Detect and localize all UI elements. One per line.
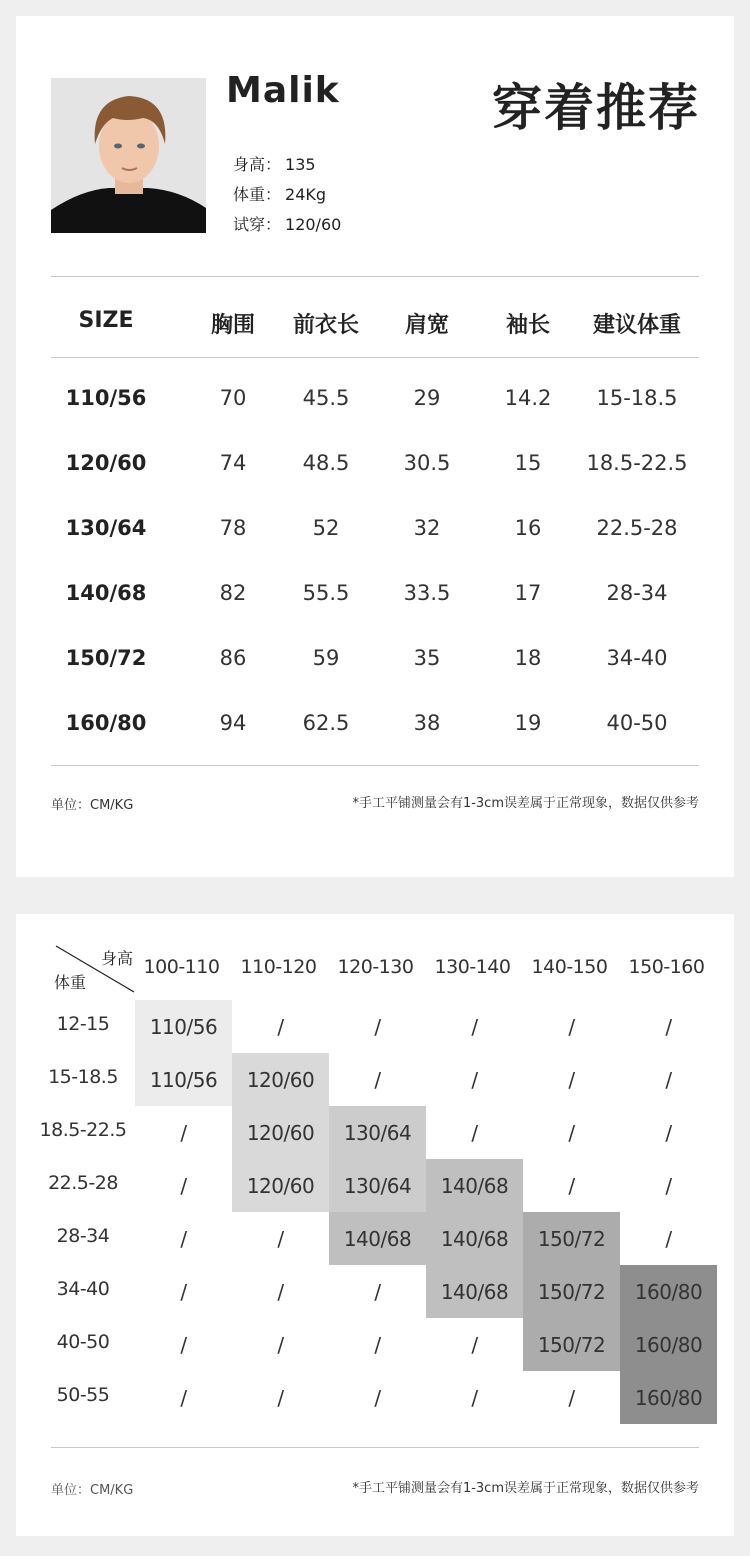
empty-cell: / xyxy=(665,1173,672,1198)
empty-cell: / xyxy=(277,1226,284,1251)
divider xyxy=(51,357,699,358)
table-cell: 70 xyxy=(219,386,247,410)
divider xyxy=(51,1447,699,1448)
recommended-size-cell: 150/72 xyxy=(523,1318,620,1371)
recommended-size-cell: 130/64 xyxy=(329,1159,426,1212)
table-cell: 86 xyxy=(219,646,247,670)
table-cell: 30.5 xyxy=(403,451,451,475)
corner-header xyxy=(54,944,136,994)
table-cell: 28-34 xyxy=(606,581,668,605)
empty-cell: / xyxy=(665,1067,672,1092)
fit-info xyxy=(233,212,341,235)
size-table-header: 袖长 xyxy=(505,313,551,338)
empty-cell: / xyxy=(471,1014,478,1039)
empty-cell: / xyxy=(471,1067,478,1092)
empty-cell: / xyxy=(471,1385,478,1410)
table-cell: 35 xyxy=(413,646,441,670)
recommended-size-cell: 140/68 xyxy=(426,1212,523,1265)
height-range-header: 140-150 xyxy=(531,956,608,978)
weight-label: 体重： xyxy=(233,185,282,204)
height-range-header: 150-160 xyxy=(628,956,705,978)
height-range-header: 120-130 xyxy=(337,956,414,978)
divider xyxy=(51,765,699,766)
size-table-header: 前衣长 xyxy=(292,313,360,338)
boy-portrait-icon xyxy=(51,78,206,233)
recommended-size-cell: 150/72 xyxy=(523,1265,620,1318)
empty-cell: / xyxy=(374,1385,381,1410)
recommended-size-cell: 140/68 xyxy=(426,1159,523,1212)
table-cell: 33.5 xyxy=(403,581,451,605)
fit-label: 试穿： xyxy=(233,215,282,234)
weight-range-header: 22.5-28 xyxy=(48,1172,118,1194)
empty-cell: / xyxy=(665,1014,672,1039)
height-label: 身高： xyxy=(233,155,282,174)
size-table-header: 胸围 xyxy=(210,313,256,338)
table-cell: 74 xyxy=(219,451,247,475)
empty-cell: / xyxy=(277,1014,284,1039)
recommended-size-cell: 130/64 xyxy=(329,1106,426,1159)
empty-cell: / xyxy=(471,1120,478,1145)
empty-cell: / xyxy=(568,1385,575,1410)
empty-cell: / xyxy=(277,1279,284,1304)
table-cell: 18.5-22.5 xyxy=(586,451,688,475)
empty-cell: / xyxy=(277,1385,284,1410)
empty-cell: / xyxy=(568,1173,575,1198)
fit-value: 120/60 xyxy=(285,215,342,234)
size-label: 150/72 xyxy=(65,646,147,670)
empty-cell: / xyxy=(568,1120,575,1145)
size-label: 120/60 xyxy=(65,451,147,475)
size-chart-card xyxy=(16,16,734,877)
divider xyxy=(51,276,699,277)
weight-range-header: 28-34 xyxy=(56,1225,110,1247)
recommended-size-cell: 160/80 xyxy=(620,1265,717,1318)
table-cell: 78 xyxy=(219,516,247,540)
corner-weight-label: 体重 xyxy=(54,973,87,992)
page-title: 穿着推荐 xyxy=(492,79,700,137)
empty-cell: / xyxy=(374,1332,381,1357)
empty-cell: / xyxy=(374,1014,381,1039)
empty-cell: / xyxy=(180,1385,187,1410)
recommended-size-cell: 160/80 xyxy=(620,1318,717,1371)
empty-cell: / xyxy=(180,1279,187,1304)
weight-info xyxy=(233,182,326,205)
table-cell: 45.5 xyxy=(302,386,350,410)
recommended-size-cell: 160/80 xyxy=(620,1371,717,1424)
weight-range-header: 34-40 xyxy=(56,1278,110,1300)
recommend-card xyxy=(16,914,734,1536)
table-cell: 62.5 xyxy=(302,711,350,735)
table-cell: 29 xyxy=(413,386,441,410)
weight-value: 24Kg xyxy=(285,185,327,204)
empty-cell: / xyxy=(374,1279,381,1304)
measure-note: *手工平铺测量会有1-3cm误差属于正常现象，数据仅供参考 xyxy=(352,796,699,811)
size-label: 140/68 xyxy=(65,581,147,605)
height-range-header: 100-110 xyxy=(143,956,220,978)
empty-cell: / xyxy=(180,1120,187,1145)
weight-range-header: 40-50 xyxy=(56,1331,110,1353)
unit-note: 单位：CM/KG xyxy=(51,1483,134,1498)
table-cell: 82 xyxy=(219,581,247,605)
table-cell: 38 xyxy=(413,711,441,735)
table-cell: 94 xyxy=(219,711,247,735)
corner-height-label: 身高 xyxy=(101,949,134,968)
recommended-size-cell: 110/56 xyxy=(135,1053,232,1106)
weight-range-header: 18.5-22.5 xyxy=(39,1119,127,1141)
table-cell: 16 xyxy=(514,516,542,540)
empty-cell: / xyxy=(180,1332,187,1357)
empty-cell: / xyxy=(568,1014,575,1039)
empty-cell: / xyxy=(568,1067,575,1092)
table-cell: 34-40 xyxy=(606,646,668,670)
recommended-size-cell: 140/68 xyxy=(329,1212,426,1265)
empty-cell: / xyxy=(277,1332,284,1357)
size-label: 110/56 xyxy=(65,386,147,410)
height-range-header: 110-120 xyxy=(240,956,317,978)
table-cell: 59 xyxy=(312,646,340,670)
recommended-size-cell: 110/56 xyxy=(135,1000,232,1053)
size-label: 160/80 xyxy=(65,711,147,735)
unit-note: 单位：CM/KG xyxy=(51,798,134,813)
recommended-size-cell: 140/68 xyxy=(426,1265,523,1318)
weight-range-header: 15-18.5 xyxy=(48,1066,118,1088)
table-cell: 40-50 xyxy=(606,711,668,735)
empty-cell: / xyxy=(665,1226,672,1251)
table-cell: 15-18.5 xyxy=(596,386,678,410)
empty-cell: / xyxy=(374,1067,381,1092)
table-cell: 18 xyxy=(514,646,542,670)
table-cell: 48.5 xyxy=(302,451,350,475)
size-table-header: 肩宽 xyxy=(404,313,450,338)
size-label: 130/64 xyxy=(65,516,147,540)
empty-cell: / xyxy=(180,1173,187,1198)
recommended-size-cell: 120/60 xyxy=(232,1053,329,1106)
size-table-header: SIZE xyxy=(78,308,134,333)
size-table-header: 建议体重 xyxy=(592,313,682,338)
recommended-size-cell: 120/60 xyxy=(232,1159,329,1212)
empty-cell: / xyxy=(665,1120,672,1145)
empty-cell: / xyxy=(180,1226,187,1251)
table-cell: 17 xyxy=(514,581,542,605)
height-range-header: 130-140 xyxy=(434,956,511,978)
table-cell: 52 xyxy=(312,516,340,540)
table-cell: 14.2 xyxy=(504,386,552,410)
height-value: 135 xyxy=(285,155,316,174)
recommend-grid xyxy=(16,914,734,1536)
table-cell: 55.5 xyxy=(302,581,350,605)
measure-note: *手工平铺测量会有1-3cm误差属于正常现象，数据仅供参考 xyxy=(352,1481,699,1496)
recommended-size-cell: 150/72 xyxy=(523,1212,620,1265)
weight-range-header: 50-55 xyxy=(56,1384,110,1406)
empty-cell: / xyxy=(471,1332,478,1357)
table-cell: 32 xyxy=(413,516,441,540)
recommended-size-cell: 120/60 xyxy=(232,1106,329,1159)
table-cell: 15 xyxy=(514,451,542,475)
height-info xyxy=(233,152,316,175)
table-cell: 19 xyxy=(514,711,542,735)
model-name: Malik xyxy=(226,70,340,111)
weight-range-header: 12-15 xyxy=(56,1013,110,1035)
model-photo xyxy=(51,78,206,233)
table-cell: 22.5-28 xyxy=(596,516,678,540)
